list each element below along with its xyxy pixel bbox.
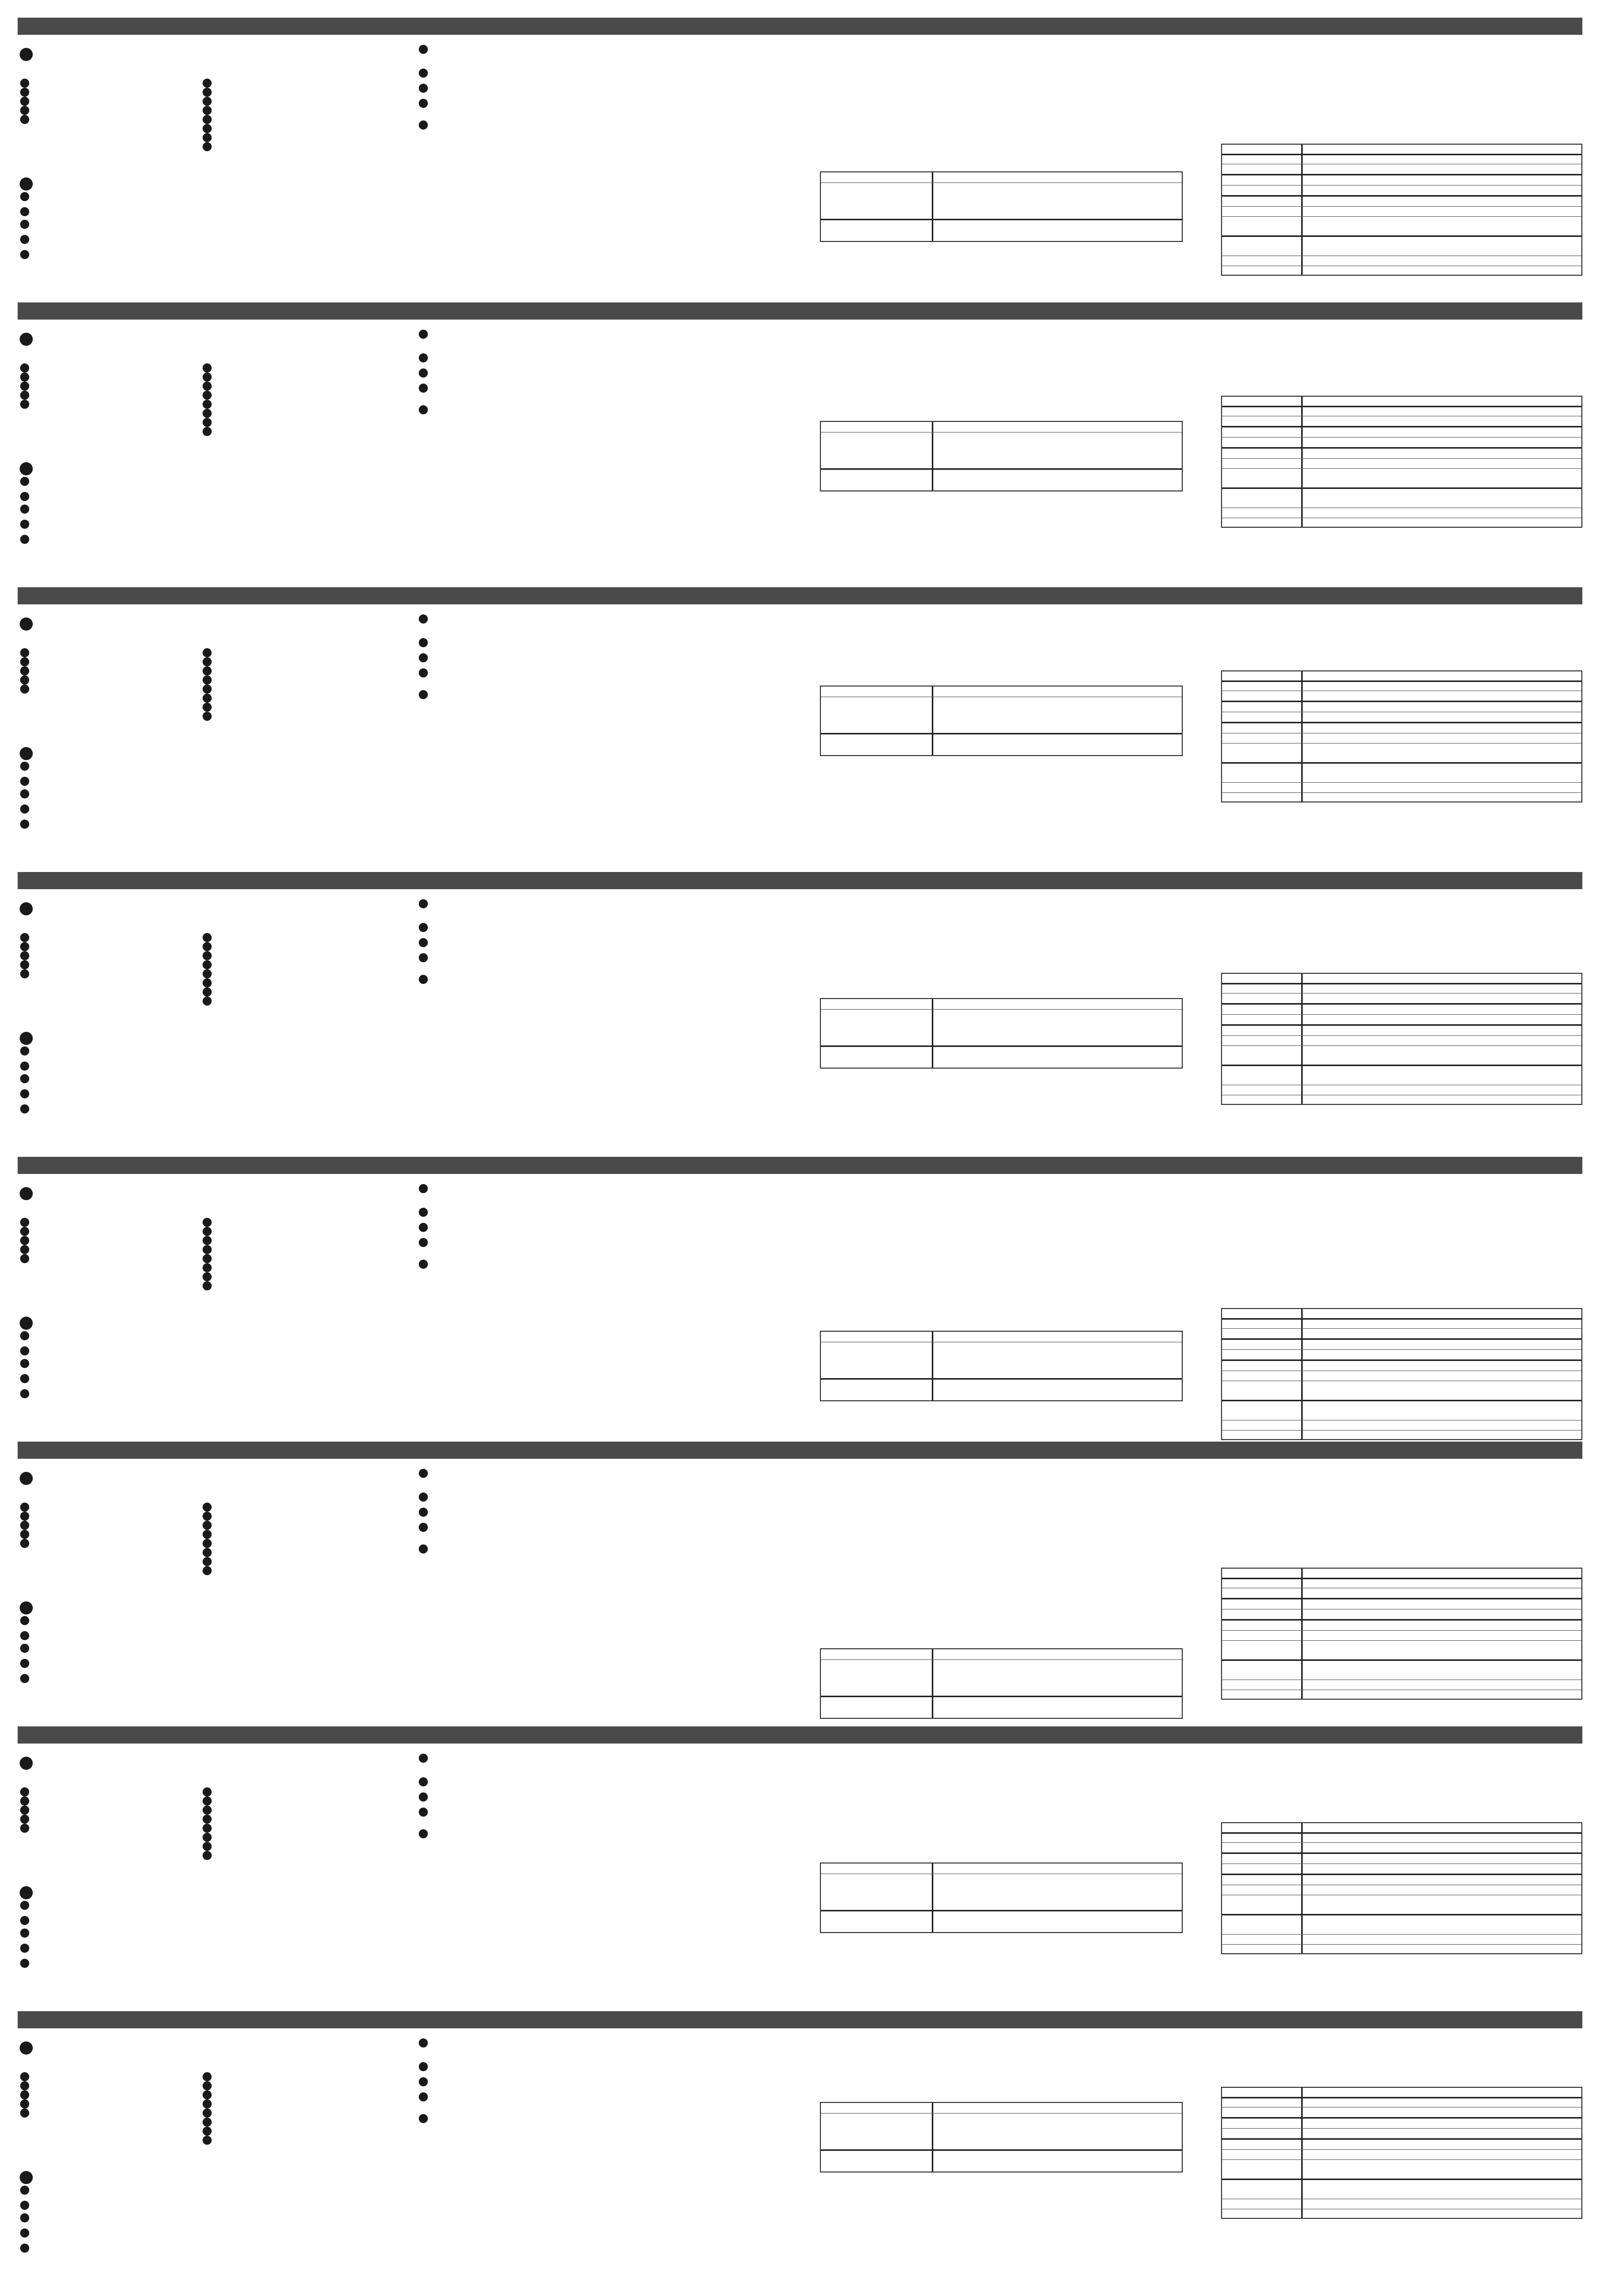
bullet-icon xyxy=(20,1944,29,1953)
bullet-icon xyxy=(20,951,29,960)
bullet-icon xyxy=(20,657,29,666)
bullet-large-icon xyxy=(20,617,33,631)
bullet-icon xyxy=(20,820,29,829)
large-entry-table xyxy=(1221,396,1582,528)
bullet-icon xyxy=(203,997,212,1006)
bullet-icon xyxy=(20,1644,29,1653)
bullet-icon xyxy=(20,391,29,400)
table-row-divider xyxy=(821,2113,1182,2114)
bullet-icon xyxy=(20,79,29,88)
bullet-icon xyxy=(20,685,29,694)
bullet-icon xyxy=(20,2108,29,2118)
bullet-icon xyxy=(203,391,212,400)
bullet-icon xyxy=(203,2108,212,2118)
table-row-divider xyxy=(1222,406,1581,407)
bullet-icon xyxy=(203,703,212,712)
bullet-icon xyxy=(419,1777,428,1786)
table-row-divider xyxy=(1222,206,1581,207)
bullet-icon xyxy=(203,409,212,418)
table-row-divider xyxy=(1222,2117,1581,2119)
bullet-icon xyxy=(20,1674,29,1683)
small-entry-table xyxy=(820,1648,1183,1719)
bullet-icon xyxy=(203,2090,212,2099)
bullet-icon xyxy=(419,1238,428,1247)
bullet-icon xyxy=(419,975,428,984)
large-entry-table xyxy=(1221,1568,1582,1700)
bullet-icon xyxy=(20,1089,29,1098)
table-row-divider xyxy=(821,1910,1182,1911)
table-row-divider xyxy=(1222,722,1581,723)
bullet-icon xyxy=(20,1346,29,1355)
bullet-icon xyxy=(20,789,29,798)
bullet-icon xyxy=(203,2081,212,2090)
table-row-divider xyxy=(1222,1349,1581,1350)
table-row-divider xyxy=(821,219,1182,220)
bullet-icon xyxy=(20,1227,29,1236)
bullet-icon xyxy=(419,120,428,130)
bullet-icon xyxy=(419,1808,428,1817)
bullet-large-icon xyxy=(20,1886,33,1899)
bullet-icon xyxy=(419,953,428,962)
bullet-icon xyxy=(419,384,428,393)
bullet-icon xyxy=(20,97,29,106)
bullet-large-icon xyxy=(20,1472,33,1485)
bullet-icon xyxy=(203,1806,212,1815)
bullet-icon xyxy=(20,1046,29,1056)
bullet-large-icon xyxy=(20,177,33,191)
table-row-divider xyxy=(1222,680,1581,682)
table-row-divider xyxy=(1222,195,1581,197)
table-row-divider xyxy=(1222,993,1581,994)
bullet-icon xyxy=(203,124,212,133)
bullet-icon xyxy=(419,1469,428,1478)
table-row-divider xyxy=(1222,235,1581,237)
bullet-icon xyxy=(20,1359,29,1368)
bullet-icon xyxy=(203,1227,212,1236)
small-entry-table xyxy=(820,421,1183,491)
bullet-icon xyxy=(203,418,212,427)
bullet-icon xyxy=(203,88,212,97)
table-row-divider xyxy=(1222,487,1581,489)
bullet-icon xyxy=(20,1916,29,1925)
table-row-divider xyxy=(1222,1024,1581,1026)
bullet-icon xyxy=(20,250,29,259)
bullet-icon xyxy=(419,1493,428,1502)
bullet-large-icon xyxy=(20,2171,33,2184)
bullet-icon xyxy=(20,1616,29,1625)
table-row-divider xyxy=(1222,762,1581,764)
small-entry-table xyxy=(820,1863,1183,1933)
bullet-icon xyxy=(20,220,29,229)
bullet-icon xyxy=(20,2099,29,2108)
bullet-icon xyxy=(203,1218,212,1227)
bullet-icon xyxy=(203,1824,212,1833)
bullet-icon xyxy=(20,2213,29,2222)
bullet-icon xyxy=(20,1631,29,1640)
bullet-icon xyxy=(20,192,29,201)
form-section-4 xyxy=(0,872,1600,1157)
bullet-icon xyxy=(203,106,212,115)
bullet-icon xyxy=(203,712,212,721)
small-entry-table xyxy=(820,686,1183,756)
form-section-5 xyxy=(0,1157,1600,1442)
bullet-icon xyxy=(20,648,29,657)
small-entry-table xyxy=(820,2102,1183,2173)
bullet-icon xyxy=(203,960,212,969)
bullet-icon xyxy=(20,1824,29,1833)
bullet-large-icon xyxy=(20,48,33,61)
form-section-3 xyxy=(0,587,1600,872)
bullet-icon xyxy=(203,1833,212,1842)
bullet-icon xyxy=(20,1512,29,1521)
form-section-1 xyxy=(0,18,1600,302)
table-row-divider xyxy=(1222,1640,1581,1641)
table-row-divider xyxy=(1222,1852,1581,1854)
bullet-large-icon xyxy=(20,902,33,915)
bullet-icon xyxy=(419,1544,428,1554)
section-header-bar xyxy=(18,2011,1582,2028)
large-entry-table xyxy=(1221,973,1582,1105)
bullet-icon xyxy=(203,1254,212,1263)
bullet-icon xyxy=(419,923,428,932)
table-row-divider xyxy=(1222,1359,1581,1361)
bullet-icon xyxy=(419,668,428,677)
large-entry-table xyxy=(1221,144,1582,276)
section-header-bar xyxy=(18,302,1582,320)
bullet-icon xyxy=(419,2062,428,2071)
bullet-icon xyxy=(20,520,29,529)
section-header-bar xyxy=(18,1442,1582,1459)
bullet-icon xyxy=(419,330,428,339)
bullet-icon xyxy=(203,1521,212,1530)
bullet-icon xyxy=(20,373,29,382)
bullet-icon xyxy=(20,969,29,978)
table-row-divider xyxy=(1222,701,1581,702)
form-section-7 xyxy=(0,1726,1600,2011)
bullet-icon xyxy=(203,363,212,373)
table-row-divider xyxy=(1222,1630,1581,1631)
bullet-icon xyxy=(20,1503,29,1512)
bullet-icon xyxy=(419,938,428,947)
form-section-8 xyxy=(0,2011,1600,2296)
bullet-icon xyxy=(203,1539,212,1548)
bullet-icon xyxy=(20,1254,29,1263)
bullet-icon xyxy=(419,2092,428,2101)
bullet-icon xyxy=(419,653,428,662)
bullet-icon xyxy=(20,960,29,969)
bullet-icon xyxy=(419,1260,428,1269)
bullet-icon xyxy=(203,1796,212,1806)
bullet-large-icon xyxy=(20,462,33,475)
bullet-icon xyxy=(203,115,212,124)
bullet-icon xyxy=(20,363,29,373)
table-row-divider xyxy=(1222,2097,1581,2098)
bullet-icon xyxy=(20,777,29,786)
table-row-divider xyxy=(1222,426,1581,427)
bullet-icon xyxy=(419,368,428,378)
table-row-divider xyxy=(1222,2149,1581,2150)
table-row-divider xyxy=(1222,1598,1581,1599)
bullet-icon xyxy=(203,1281,212,1290)
bullet-icon xyxy=(20,1331,29,1340)
bullet-icon xyxy=(203,2072,212,2081)
bullet-icon xyxy=(20,115,29,124)
bullet-icon xyxy=(203,1263,212,1272)
bullet-icon xyxy=(419,84,428,93)
bullet-icon xyxy=(20,1218,29,1227)
small-entry-table xyxy=(820,171,1183,242)
bullet-icon xyxy=(203,1236,212,1245)
bullet-icon xyxy=(419,1792,428,1802)
bullet-icon xyxy=(203,382,212,391)
bullet-icon xyxy=(20,1959,29,1968)
bullet-icon xyxy=(203,694,212,703)
bullet-icon xyxy=(20,2090,29,2099)
bullet-icon xyxy=(20,477,29,486)
bullet-large-icon xyxy=(20,1032,33,1045)
table-row-divider xyxy=(1222,1874,1581,1875)
bullet-icon xyxy=(203,1548,212,1557)
bullet-large-icon xyxy=(20,1187,33,1200)
table-row-divider xyxy=(1222,1318,1581,1320)
bullet-icon xyxy=(20,400,29,409)
bullet-icon xyxy=(20,382,29,391)
bullet-icon xyxy=(203,1566,212,1575)
section-header-bar xyxy=(18,18,1582,35)
bullet-icon xyxy=(203,2099,212,2108)
bullet-icon xyxy=(203,1842,212,1851)
bullet-icon xyxy=(203,400,212,409)
form-section-6 xyxy=(0,1442,1600,1726)
table-row-divider xyxy=(1222,2138,1581,2140)
bullet-icon xyxy=(419,899,428,908)
bullet-large-icon xyxy=(20,1317,33,1330)
bullet-icon xyxy=(20,505,29,514)
bullet-icon xyxy=(20,1815,29,1824)
bullet-icon xyxy=(20,235,29,244)
bullet-icon xyxy=(20,492,29,501)
bullet-icon xyxy=(20,1521,29,1530)
table-row-divider xyxy=(1222,447,1581,449)
bullet-icon xyxy=(203,1787,212,1796)
table-row-divider xyxy=(821,1696,1182,1697)
bullet-icon xyxy=(203,685,212,694)
bullet-icon xyxy=(203,1530,212,1539)
table-row-divider xyxy=(1222,1045,1581,1046)
table-row-divider xyxy=(821,468,1182,470)
bullet-icon xyxy=(20,1787,29,1796)
bullet-icon xyxy=(20,1104,29,1113)
bullet-icon xyxy=(203,666,212,675)
table-row-divider xyxy=(1222,792,1581,793)
section-header-bar xyxy=(18,872,1582,889)
large-entry-table xyxy=(1221,1308,1582,1440)
bullet-large-icon xyxy=(20,333,33,346)
table-row-divider xyxy=(1222,2128,1581,2129)
bullet-icon xyxy=(203,133,212,142)
bullet-icon xyxy=(20,942,29,951)
table-row-divider xyxy=(821,733,1182,734)
bullet-large-icon xyxy=(20,1601,33,1615)
table-row-divider xyxy=(1222,2159,1581,2160)
large-entry-table xyxy=(1221,2087,1582,2219)
bullet-icon xyxy=(203,1272,212,1281)
bullet-icon xyxy=(20,1389,29,1398)
bullet-icon xyxy=(203,1512,212,1521)
bullet-icon xyxy=(20,675,29,685)
table-row-divider xyxy=(1222,154,1581,155)
table-row-divider xyxy=(821,1659,1182,1660)
bullet-icon xyxy=(419,2038,428,2047)
table-row-divider xyxy=(1222,1035,1581,1036)
bullet-icon xyxy=(20,1374,29,1383)
bullet-icon xyxy=(20,1530,29,1539)
bullet-icon xyxy=(419,99,428,108)
table-row-divider xyxy=(1222,1003,1581,1005)
bullet-icon xyxy=(203,2118,212,2127)
table-row-divider xyxy=(821,1045,1182,1047)
section-header-bar xyxy=(18,1157,1582,1174)
bullet-icon xyxy=(419,2114,428,2123)
table-row-divider xyxy=(821,1378,1182,1380)
bullet-icon xyxy=(419,1754,428,1763)
table-row-divider xyxy=(1222,458,1581,459)
bullet-icon xyxy=(20,535,29,544)
bullet-icon xyxy=(419,1523,428,1532)
bullet-icon xyxy=(419,1829,428,1838)
table-row-divider xyxy=(1222,1578,1581,1579)
bullet-icon xyxy=(419,1208,428,1217)
bullet-icon xyxy=(203,987,212,997)
table-row-divider xyxy=(1222,216,1581,217)
bullet-icon xyxy=(203,97,212,106)
bullet-icon xyxy=(419,45,428,54)
bullet-icon xyxy=(20,666,29,675)
bullet-icon xyxy=(203,675,212,685)
bullet-large-icon xyxy=(20,2041,33,2055)
bullet-icon xyxy=(20,2081,29,2090)
table-row-divider xyxy=(1222,1619,1581,1621)
bullet-icon xyxy=(20,2072,29,2081)
bullet-icon xyxy=(203,1503,212,1512)
bullet-icon xyxy=(20,106,29,115)
table-row-divider xyxy=(1222,1430,1581,1431)
bullet-icon xyxy=(20,207,29,216)
large-entry-table xyxy=(1221,670,1582,802)
table-row-divider xyxy=(1222,1338,1581,1340)
bullet-icon xyxy=(419,69,428,78)
bullet-icon xyxy=(20,2228,29,2238)
bullet-icon xyxy=(419,690,428,699)
bullet-icon xyxy=(203,1245,212,1254)
table-row-divider xyxy=(1222,1944,1581,1945)
bullet-icon xyxy=(20,2244,29,2253)
table-row-divider xyxy=(1222,437,1581,438)
form-section-2 xyxy=(0,302,1600,587)
table-row-divider xyxy=(1222,1842,1581,1843)
bullet-large-icon xyxy=(20,1757,33,1770)
table-row-divider xyxy=(1222,1914,1581,1915)
bullet-icon xyxy=(203,427,212,436)
small-entry-table xyxy=(820,1331,1183,1401)
table-row-divider xyxy=(1222,2179,1581,2180)
bullet-icon xyxy=(203,1557,212,1566)
bullet-icon xyxy=(203,933,212,942)
bullet-icon xyxy=(419,638,428,647)
bullet-icon xyxy=(203,2136,212,2145)
bullet-icon xyxy=(419,614,428,624)
table-row-divider xyxy=(1222,1659,1581,1661)
bullet-icon xyxy=(203,942,212,951)
bullet-icon xyxy=(419,1223,428,1232)
section-header-bar xyxy=(18,587,1582,604)
bullet-icon xyxy=(20,2186,29,2195)
bullet-icon xyxy=(419,405,428,414)
bullet-icon xyxy=(20,933,29,942)
table-row-divider xyxy=(1222,1832,1581,1834)
small-entry-table xyxy=(820,998,1183,1069)
bullet-icon xyxy=(20,1901,29,1910)
table-row-divider xyxy=(1222,1328,1581,1329)
table-row-divider xyxy=(821,182,1182,183)
bullet-icon xyxy=(203,648,212,657)
bullet-icon xyxy=(203,1815,212,1824)
bullet-icon xyxy=(20,2201,29,2210)
bullet-icon xyxy=(203,79,212,88)
bullet-icon xyxy=(20,1245,29,1254)
section-header-bar xyxy=(18,1726,1582,1744)
bullet-icon xyxy=(20,1806,29,1815)
table-row-divider xyxy=(1222,1065,1581,1066)
bullet-icon xyxy=(203,373,212,382)
bullet-large-icon xyxy=(20,747,33,760)
table-row-divider xyxy=(821,1009,1182,1010)
bullet-icon xyxy=(419,2077,428,2086)
bullet-icon xyxy=(20,1074,29,1083)
bullet-icon xyxy=(203,2127,212,2136)
bullet-icon xyxy=(20,1539,29,1548)
bullet-icon xyxy=(203,142,212,151)
bullet-icon xyxy=(20,88,29,97)
table-row-divider xyxy=(1222,468,1581,469)
table-row-divider xyxy=(1222,1934,1581,1935)
table-row-divider xyxy=(1222,983,1581,984)
bullet-icon xyxy=(419,1508,428,1517)
bullet-icon xyxy=(419,1184,428,1193)
bullet-icon xyxy=(203,657,212,666)
bullet-icon xyxy=(20,1062,29,1071)
table-row-divider xyxy=(1222,1014,1581,1015)
bullet-icon xyxy=(20,1659,29,1668)
bullet-icon xyxy=(203,1851,212,1860)
bullet-icon xyxy=(419,353,428,362)
bullet-icon xyxy=(20,762,29,771)
bullet-icon xyxy=(20,804,29,814)
bullet-icon xyxy=(203,951,212,960)
large-entry-table xyxy=(1221,1822,1582,1954)
bullet-icon xyxy=(20,1236,29,1245)
table-row-divider xyxy=(1222,1400,1581,1401)
bullet-icon xyxy=(203,978,212,987)
table-row-divider xyxy=(821,2149,1182,2151)
table-row-divider xyxy=(1222,174,1581,175)
table-row-divider xyxy=(1222,782,1581,783)
bullet-icon xyxy=(20,1929,29,1938)
bullet-icon xyxy=(203,969,212,978)
bullet-icon xyxy=(20,1796,29,1806)
